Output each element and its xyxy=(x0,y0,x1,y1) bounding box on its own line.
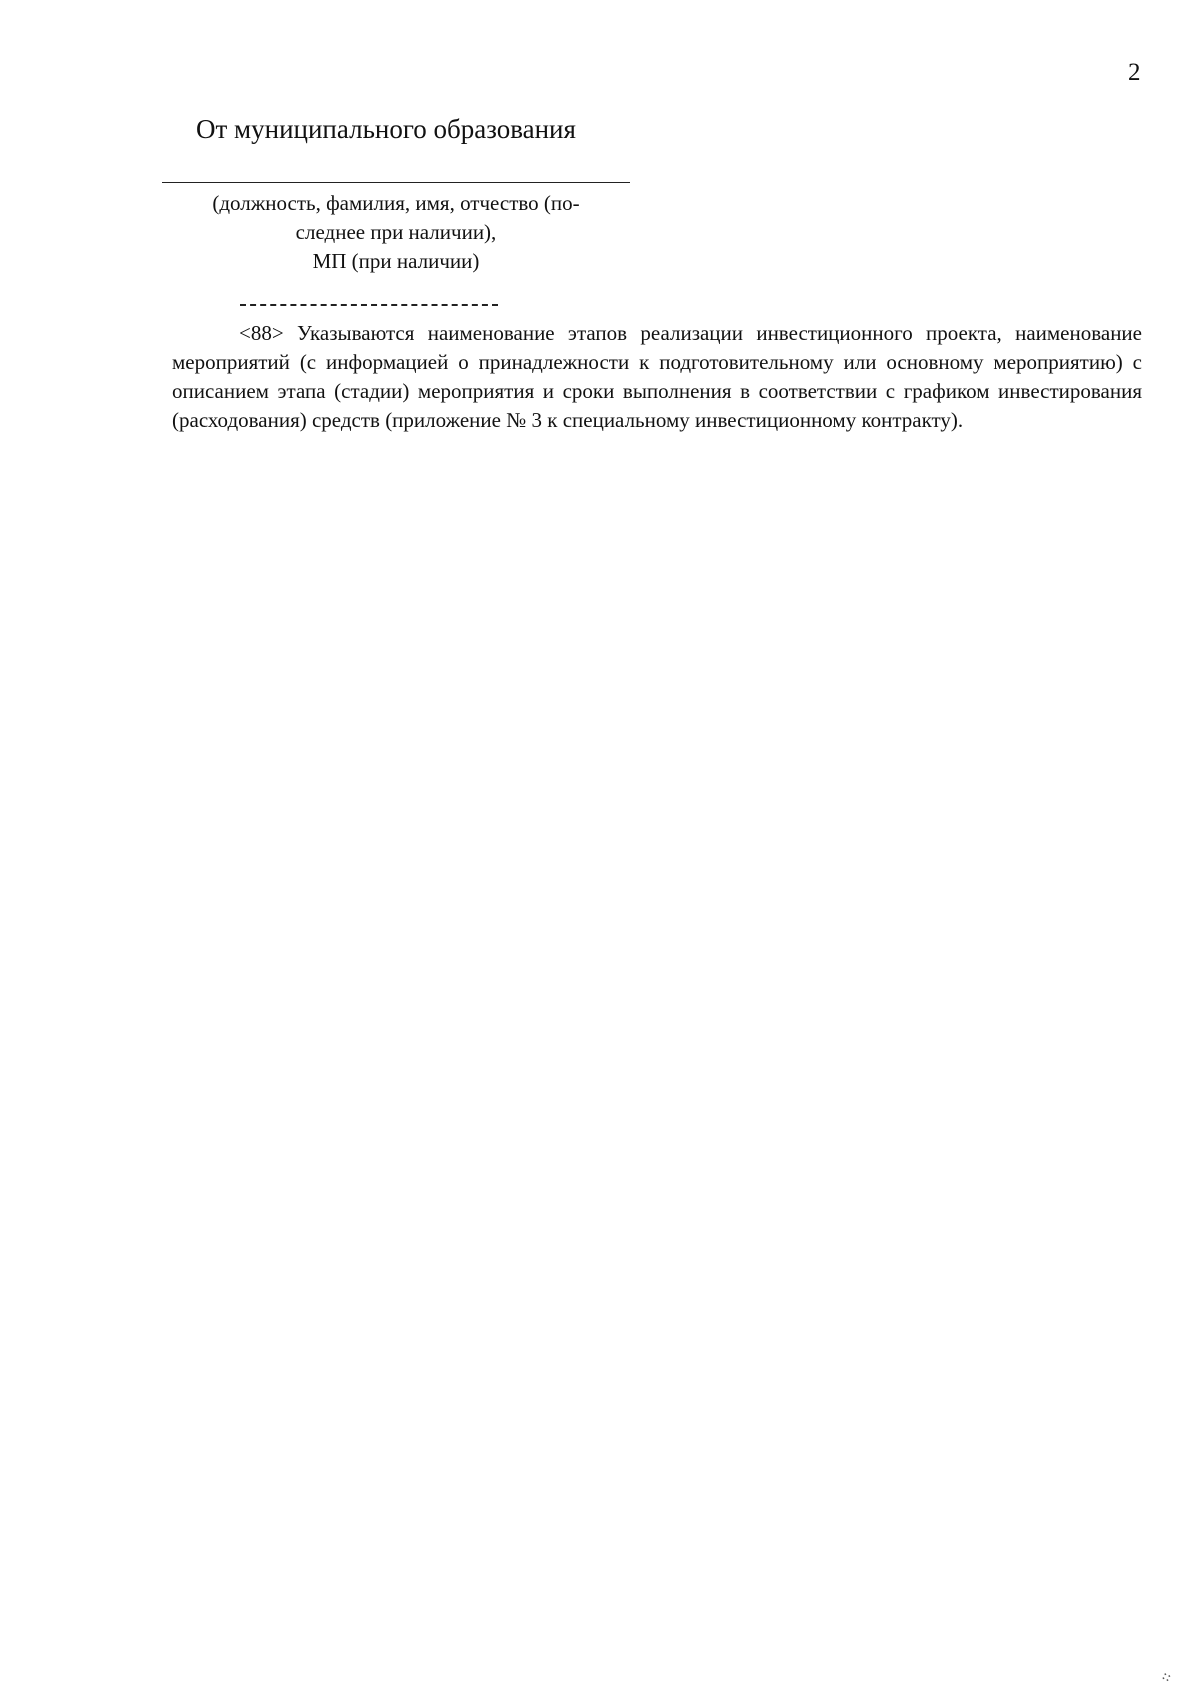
signature-heading: От муниципального образования xyxy=(196,114,576,144)
signature-caption-line: МП (при наличии) xyxy=(312,249,480,273)
footnote-text: <88> Указываются наименование этапов реализации инвестиционного проекта, наименование мероприятий (с информацией о принадлежности к подготовительному или основному мероприятию) с описанием этапа (стадии) мероприятия и сроки выполнения в соответствии с графиком инвестирования (расходования) средств (приложение № 3 к специальному инвестиционному контракту). xyxy=(172,321,1142,432)
signature-line xyxy=(162,182,630,183)
signature-caption-line: следнее при наличии), xyxy=(295,220,497,244)
footnote-separator xyxy=(240,304,498,306)
signature-caption-line: (должность, фамилия, имя, отчество (по- xyxy=(212,191,580,215)
scan-artifact-icon: ⁘ xyxy=(1157,1668,1177,1689)
signature-block xyxy=(162,112,632,276)
signature-caption xyxy=(162,189,630,276)
page-number: 2 xyxy=(1128,59,1141,86)
